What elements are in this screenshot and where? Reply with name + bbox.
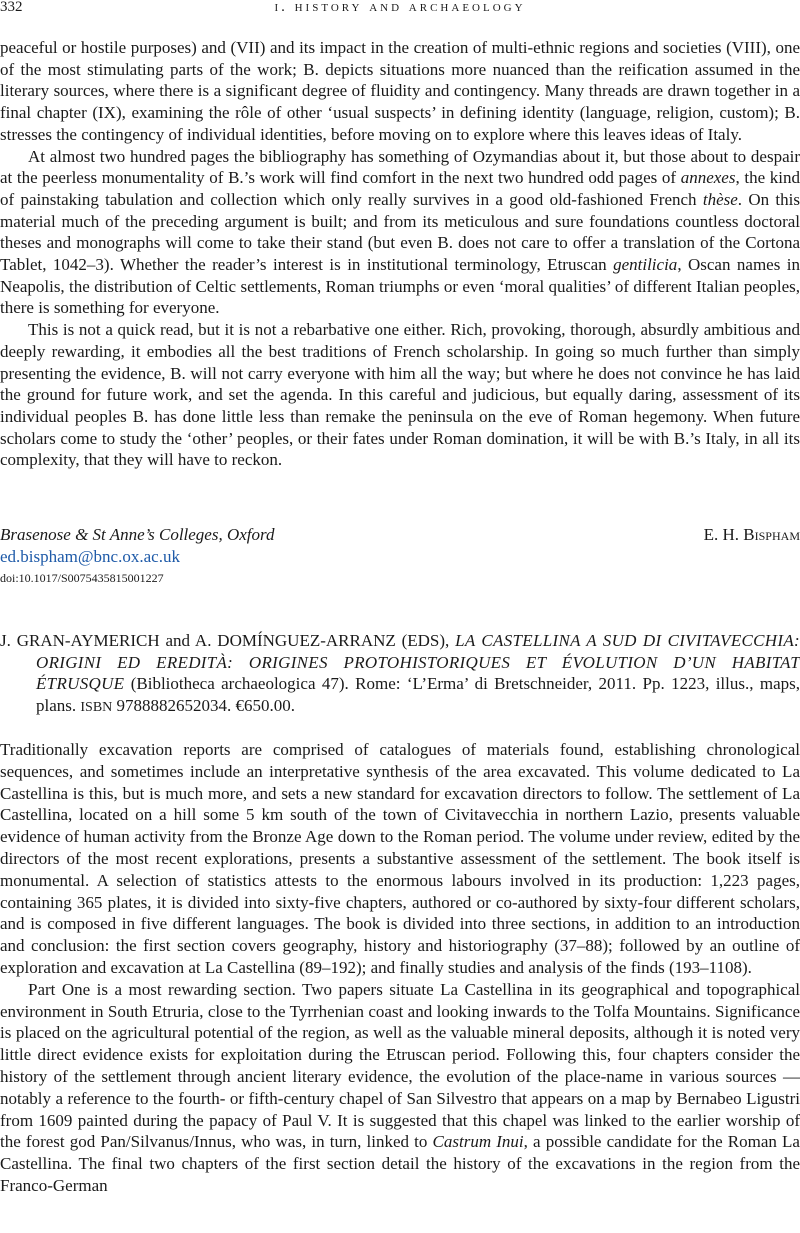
review-2-body xyxy=(0,739,800,1197)
book-title: LA CASTELLINA A SUD DI CIVITAVECCHIA: ORIGINI ED EREDITÀ: ORIGINES PROTOHISTORIQUES ET ÉVOLUTION D’UN HABITAT ÉTRUSQUE xyxy=(36,631,800,693)
paragraph: peaceful or hostile purposes) and (VII) and its impact in the creation of multi-ethnic regions and societies (VIII), one of the most stimulating parts of the work; B. depicts situations more nuanced than the reification assumed in the literary sources, where there is a significant degree of fluidity and contingency. Many threads are drawn together in a final chapter (IX), examining the rôle of other ‘usual suspects’ in defining identity (language, religion, custom); B. stresses the contingency of individual identities, before moving on to explore where this leaves ideas of Italy. xyxy=(0,38,800,144)
paragraph: At almost two hundred pages the bibliography has something of Ozymandias about it, but those about to despair at the peerless monumentality of B.’s work will find comfort in the next two hundred odd pages of annexes, the kind of painstaking tabulation and collection which only really survives in a good old-fashioned French thèse. On this material much of the preceding argument is built; and from its meticulous and sure foundations countless doctoral theses and monographs will come to take their stand (but even B. does not care to offer a translation of the Cortona Tablet, 1042–3). Whether the reader’s interest is in institutional terminology, Etruscan gentilicia, Oscan names in Neapolis, the distribution of Celtic settlements, Roman triumphs or even ‘moral qualities’ of different Italian peoples, there is something for everyone. xyxy=(0,146,800,318)
reviewer-name: E. H. Bispham xyxy=(703,525,800,544)
reviewer-email-link[interactable]: ed.bispham@bnc.ox.ac.uk xyxy=(0,547,180,566)
paragraph: Part One is a most rewarding section. Two papers situate La Castellina in its geographical and topographical environment in South Etruria, close to the Tyrrhenian coast and looking inwards to the Tolfa Mountains. Significance is placed on the agricultural potential of the region, as well as the valuable mineral deposits, although it is noted very little direct evidence exists for exploitation during the Etruscan period. Following this, four chapters consider the history of the settlement through ancient literary evidence, the evolution of the place-name in various sources — notably a reference to the fourth- or fifth-century chapel of San Silvestro that appears on a map by Bernabeo Ligustri from 1609 painted during the papacy of Paul V. It is suggested that this chapel was linked to the earlier worship of the forest god Pan/Silvanus/Innus, who was, in turn, linked to Castrum Inui, a possible candidate for the Roman La Castellina. The final two chapters of the first section detail the history of the excavations in the region from the Franco-German xyxy=(0,979,800,1195)
review-1-body xyxy=(0,37,800,471)
paragraph: Traditionally excavation reports are comprised of catalogues of materials found, establishing chronological sequences, and sometimes include an interpretative synthesis of the area excavated. This volume dedicated to La Castellina is this, but is much more, and sets a new standard for excavation directors to follow. The settlement of La Castellina, located on a hill some 5 km south of the town of Civitavecchia in northern Lazio, presents valuable evidence of human activity from the Bronze Age down to the Roman period. The volume under review, edited by the directors of the most recent explorations, presents a substantive assessment of the settlement. The book itself is monumental. A selection of statistics attests to the enormous labours involved in its production: 1,223 pages, containing 365 plates, it is divided into sixty-five chapters, authored or co-authored by sixty-four different scholars, and is composed in five different languages. The book is divided into three sections, in addition to an introduction and conclusion: the first section covers geography, history and historiography (37–88); followed by an outline of exploration and excavation at La Castellina (89–192); and finally studies and analysis of the finds (193–1108). xyxy=(0,740,800,977)
publication-details: (Bibliotheca archaeologica 47). Rome: ‘L’Erma’ di Bretschneider, 2011. Pp. 1223, illus., maps, plans. xyxy=(36,674,800,715)
reviewer-signature xyxy=(0,524,800,568)
page-number: 332 xyxy=(0,0,23,15)
reviewer-institution: Brasenose & St Anne’s Colleges, Oxford xyxy=(0,525,275,544)
doi: doi:10.1017/S0075435815001227 xyxy=(0,571,164,585)
editors: J. GRAN-AYMERICH and A. DOMÍNGUEZ-ARRANZ (EDS), xyxy=(0,631,456,650)
review-2-heading xyxy=(0,630,800,718)
paragraph: This is not a quick read, but it is not a rebarbative one either. Rich, provoking, thorough, absurdly ambitious and deeply rewarding, it embodies all the best traditions of French scholarship. In going so much further than simply presenting the evidence, B. will not carry everyone with him all the way; but where he does not convince he has laid the ground for future work, and set the agenda. In this careful and judicious, but equally daring, assessment of its individual peoples B. has done little less than remake the peninsula on the eve of Roman hegemony. When future scholars come to study the ‘other’ peoples, or their fates under Roman domination, it will be with B.’s Italy, in all its complexity, that they will have to reckon. xyxy=(0,320,800,470)
running-header xyxy=(0,0,800,18)
running-title: i. history and archaeology xyxy=(274,0,526,15)
isbn-label: ISBN xyxy=(80,699,113,715)
isbn-price: 9788882652034. €650.00. xyxy=(112,695,296,715)
